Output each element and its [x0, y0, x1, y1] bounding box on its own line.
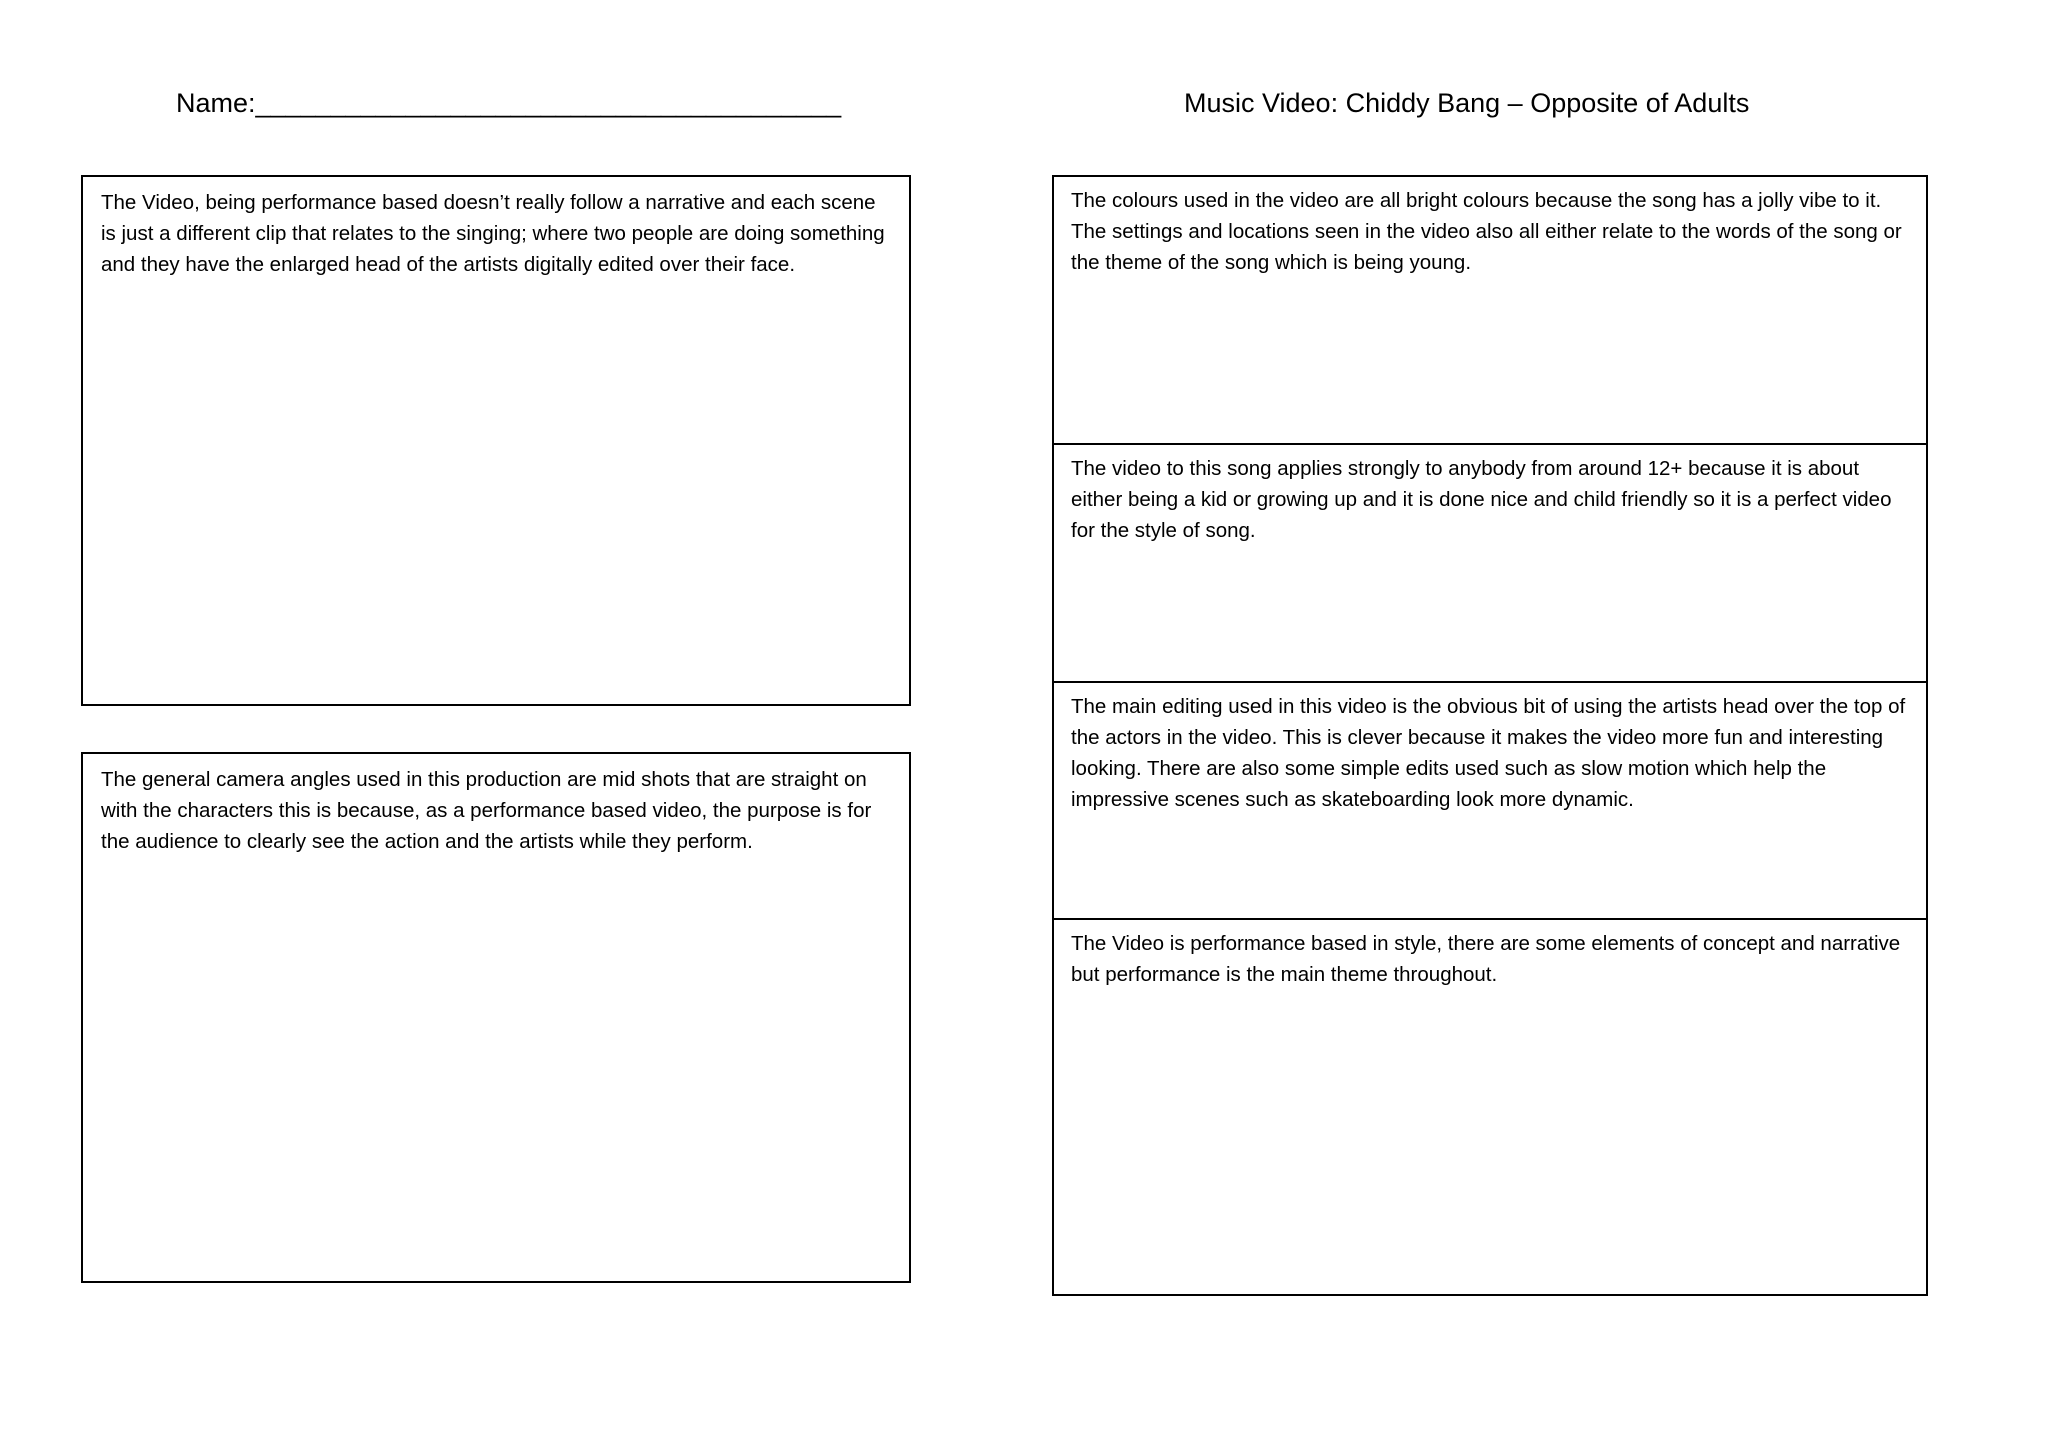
camera-angles-box [81, 752, 911, 1283]
narrative-box [81, 175, 911, 706]
right-analysis-table [1052, 175, 1928, 1296]
colours-text: The colours used in the video are all bright colours because the song has a jolly vibe to it. The settings and locations seen in the video also all either relate to the words of the song or the theme of the song which is being young. [1071, 189, 1902, 274]
page-title: Music Video: Chiddy Bang – Opposite of Adults [1184, 88, 1750, 118]
audience-cell [1054, 443, 1926, 681]
style-cell [1054, 918, 1926, 1294]
colours-cell [1054, 177, 1926, 443]
name-field-label: Name:_______________________________________ [176, 88, 842, 118]
camera-angles-text: The general camera angles used in this production are mid shots that are straight on with the characters this is because, as a performance based video, the purpose is for the audience to clearly see the action and the artists while they perform. [101, 768, 872, 853]
editing-cell [1054, 681, 1926, 918]
editing-text: The main editing used in this video is the obvious bit of using the artists head over the top of the actors in the video. This is clever because it makes the video more fun and interesting looking. There are also some simple edits used such as slow motion which help the impressive scenes such as skateboarding look more dynamic. [1071, 695, 1906, 811]
audience-text: The video to this song applies strongly to anybody from around 12+ because it is about either being a kid or growing up and it is done nice and child friendly so it is a perfect video for the style of song. [1071, 457, 1892, 542]
narrative-text: The Video, being performance based doesn’t really follow a narrative and each scene is just a different clip that relates to the singing; where two people are doing something and they have the enlarged head of the artists digitally edited over their face. [101, 191, 885, 276]
style-text: The Video is performance based in style, there are some elements of concept and narrative but performance is the main theme throughout. [1071, 932, 1901, 986]
